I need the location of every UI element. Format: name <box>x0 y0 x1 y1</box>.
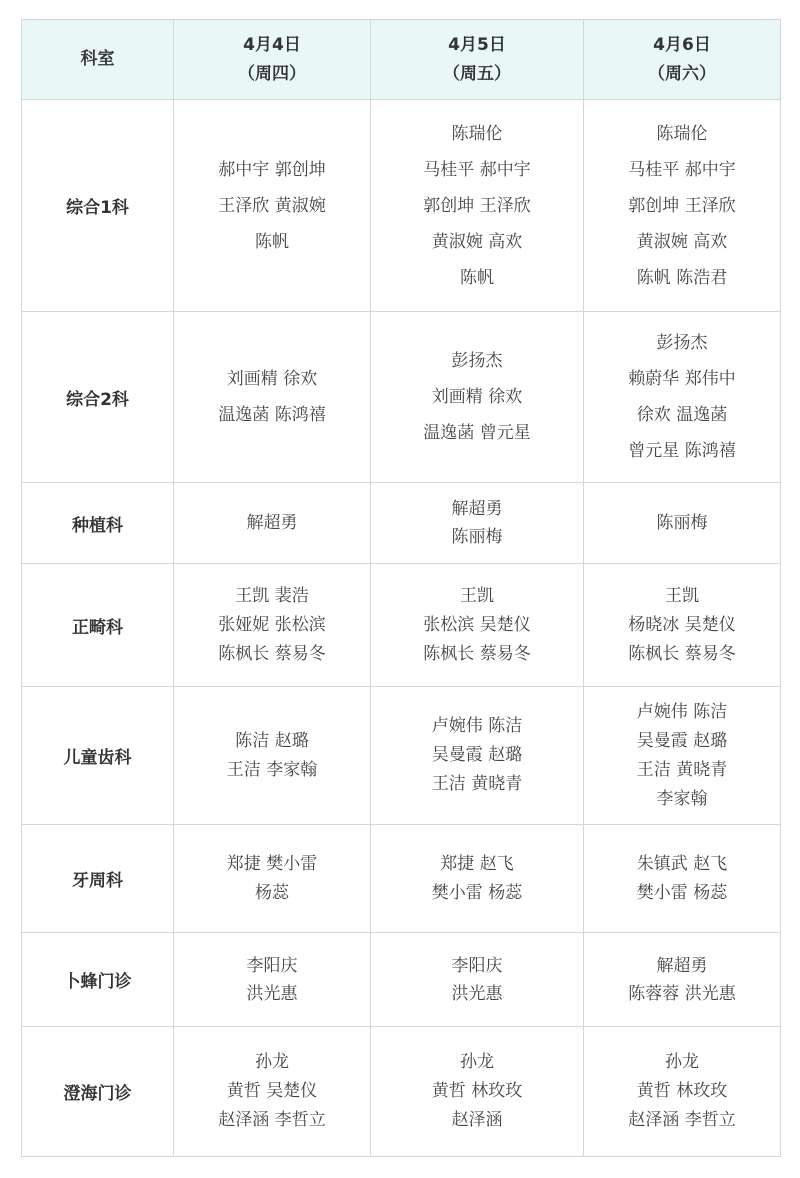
staff-line: 李阳庆 <box>246 955 298 976</box>
staff-line: 李阳庆 <box>451 955 503 976</box>
staff-line: 王洁 李家翰 <box>226 759 318 780</box>
staff-line: 陈枫长 蔡易冬 <box>628 643 736 664</box>
dept-name: 综合2科 <box>22 312 174 483</box>
duty-cell <box>584 825 781 933</box>
duty-cell <box>371 100 584 312</box>
duty-schedule-table <box>21 19 781 1157</box>
staff-line: 卢婉伟 陈洁 <box>431 716 523 736</box>
staff-line: 彭扬杰 <box>451 351 503 371</box>
staff-line: 王泽欣 黄淑婉 <box>218 195 326 216</box>
header-weekday: （周五） <box>443 63 511 84</box>
dept-name: 综合1科 <box>22 100 174 312</box>
duty-cell <box>174 933 371 1027</box>
staff-line: 陈丽梅 <box>656 513 708 533</box>
duty-cell <box>174 825 371 933</box>
staff-line: 温逸菡 曾元星 <box>423 423 531 443</box>
staff-line: 黄哲 林玫玫 <box>636 1081 728 1101</box>
staff-line: 赵泽涵 <box>451 1110 503 1130</box>
staff-line: 孙龙 <box>255 1052 289 1072</box>
duty-cell <box>174 1027 371 1157</box>
header-date: 4月5日 <box>448 34 506 55</box>
dept-name: 正畸科 <box>22 564 174 687</box>
staff-line: 黄淑婉 高欢 <box>636 231 728 252</box>
staff-line: 陈丽梅 <box>451 527 503 547</box>
staff-line: 赖蔚华 郑伟中 <box>628 369 736 389</box>
header-weekday: （周四） <box>238 63 306 84</box>
staff-line: 陈瑞伦 <box>451 123 503 144</box>
duty-cell <box>371 483 584 564</box>
staff-line: 吴曼霞 赵璐 <box>431 745 523 765</box>
staff-line: 卢婉伟 陈洁 <box>636 701 728 722</box>
staff-line: 张娅妮 张松滨 <box>218 614 326 635</box>
staff-line: 黄淑婉 高欢 <box>431 231 523 252</box>
staff-line: 陈帆 <box>460 267 494 288</box>
duty-cell <box>584 312 781 483</box>
staff-line: 解超勇 <box>246 513 298 533</box>
duty-cell <box>371 933 584 1027</box>
staff-line: 黄哲 吴楚仪 <box>226 1081 318 1101</box>
staff-line: 孙龙 <box>460 1052 494 1072</box>
staff-line: 王洁 黄晓青 <box>636 759 728 780</box>
staff-line: 陈蓉蓉 洪光惠 <box>628 983 736 1004</box>
dept-name: 牙周科 <box>22 825 174 933</box>
table-row <box>22 933 781 1027</box>
staff-line: 解超勇 <box>656 955 708 976</box>
duty-cell <box>584 1027 781 1157</box>
staff-line: 洪光惠 <box>451 983 503 1004</box>
table-row <box>22 100 781 312</box>
header-dept: 科室 <box>22 20 174 100</box>
duty-cell <box>174 312 371 483</box>
staff-line: 曾元星 陈鸿禧 <box>628 441 736 461</box>
table-header <box>22 20 781 100</box>
staff-line: 赵泽涵 李哲立 <box>628 1110 736 1130</box>
duty-cell <box>174 483 371 564</box>
staff-line: 陈枫长 蔡易冬 <box>423 643 531 664</box>
table-body <box>22 100 781 1157</box>
table-row <box>22 483 781 564</box>
duty-cell <box>584 933 781 1027</box>
dept-name: 澄海门诊 <box>22 1027 174 1157</box>
header-date: 4月4日 <box>243 34 301 55</box>
staff-line: 马桂平 郝中宇 <box>628 159 736 180</box>
dept-name: 卜蜂门诊 <box>22 933 174 1027</box>
duty-cell <box>174 564 371 687</box>
staff-line: 郭创坤 王泽欣 <box>423 195 531 216</box>
staff-line: 樊小雷 杨蕊 <box>636 882 728 903</box>
header-weekday: （周六） <box>648 63 716 84</box>
staff-line: 郑捷 樊小雷 <box>226 853 318 874</box>
staff-line: 郑捷 赵飞 <box>440 853 514 874</box>
dept-name: 种植科 <box>22 483 174 564</box>
staff-line: 李家翰 <box>656 788 708 809</box>
header-day-2 <box>371 20 584 100</box>
duty-cell <box>174 687 371 825</box>
staff-line: 刘画精 徐欢 <box>431 387 523 407</box>
staff-line: 朱镇武 赵飞 <box>636 853 728 874</box>
staff-line: 孙龙 <box>665 1052 699 1072</box>
staff-line: 陈帆 陈浩君 <box>636 267 728 288</box>
staff-line: 徐欢 温逸菡 <box>636 405 728 425</box>
staff-line: 王洁 黄晓青 <box>431 774 523 794</box>
staff-line: 解超勇 <box>451 499 503 519</box>
staff-line: 刘画精 徐欢 <box>226 369 318 389</box>
table-row <box>22 687 781 825</box>
header-day-1 <box>174 20 371 100</box>
staff-line: 温逸菡 陈鸿禧 <box>218 405 326 425</box>
duty-cell <box>584 564 781 687</box>
duty-cell <box>371 825 584 933</box>
table-row <box>22 564 781 687</box>
dept-name: 儿童齿科 <box>22 687 174 825</box>
staff-line: 吴曼霞 赵璐 <box>636 730 728 751</box>
staff-line: 杨晓冰 吴楚仪 <box>628 614 736 635</box>
staff-line: 马桂平 郝中宇 <box>423 159 531 180</box>
duty-cell <box>174 100 371 312</box>
duty-cell <box>584 100 781 312</box>
duty-cell <box>371 312 584 483</box>
staff-line: 陈洁 赵璐 <box>235 730 309 751</box>
staff-line: 王凯 <box>665 585 699 606</box>
duty-cell <box>584 483 781 564</box>
staff-line: 陈帆 <box>255 231 289 252</box>
staff-line: 陈枫长 蔡易冬 <box>218 643 326 664</box>
staff-line: 王凯 裴浩 <box>235 585 309 606</box>
staff-line: 张松滨 吴楚仪 <box>423 614 531 635</box>
duty-cell <box>371 1027 584 1157</box>
staff-line: 郝中宇 郭创坤 <box>218 159 326 180</box>
staff-line: 赵泽涵 李哲立 <box>218 1110 326 1130</box>
header-date: 4月6日 <box>653 34 711 55</box>
staff-line: 陈瑞伦 <box>656 123 708 144</box>
staff-line: 杨蕊 <box>255 882 289 903</box>
header-day-3 <box>584 20 781 100</box>
staff-line: 王凯 <box>460 585 494 606</box>
duty-cell <box>584 687 781 825</box>
staff-line: 黄哲 林玫玫 <box>431 1081 523 1101</box>
staff-line: 洪光惠 <box>246 983 298 1004</box>
table-row <box>22 312 781 483</box>
table-row <box>22 1027 781 1157</box>
table-row <box>22 825 781 933</box>
staff-line: 樊小雷 杨蕊 <box>431 882 523 903</box>
staff-line: 郭创坤 王泽欣 <box>628 195 736 216</box>
duty-cell <box>371 564 584 687</box>
staff-line: 彭扬杰 <box>656 333 708 353</box>
header-row <box>22 20 781 100</box>
duty-cell <box>371 687 584 825</box>
